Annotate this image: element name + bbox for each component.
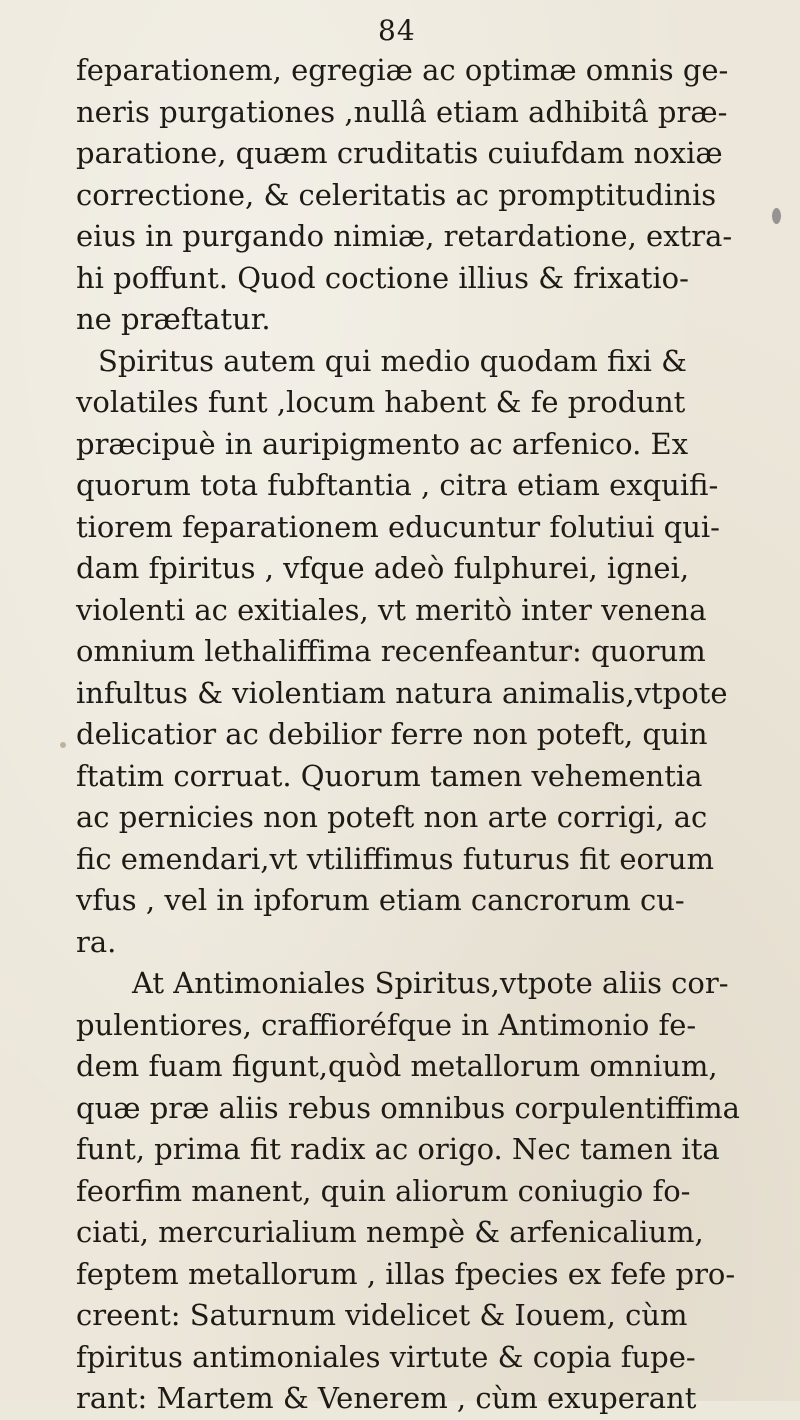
text-line: præcipuè in auripigmento ac arfenico. Ex xyxy=(76,426,689,461)
text-line: vfus , vel in ipforum etiam cancrorum cu- xyxy=(76,883,685,917)
text-line: quæ præ aliis rebus omnibus corpulentiffima xyxy=(76,1090,740,1125)
page-number: 84 xyxy=(378,14,416,47)
text-line: omnium lethaliffima recenfeantur: quorum xyxy=(76,634,706,668)
foxing-stain xyxy=(60,742,66,748)
text-line: At Antimoniales Spiritus,vtpote aliis cor- xyxy=(132,966,729,1000)
text-line: ftatim corruat. Quorum tamen vehementia xyxy=(76,758,703,793)
text-line: violenti ac exitiales, vt meritò inter venena xyxy=(76,592,707,627)
text-line: eius in purgando nimiæ, retardatione, extra- xyxy=(76,219,733,253)
foxing-stain xyxy=(772,208,781,224)
text-line: tiorem feparationem educuntur folutiui qui- xyxy=(76,509,720,544)
text-line: ne præftatur. xyxy=(76,302,271,336)
text-line: ra. xyxy=(76,924,117,959)
text-line: paratione, quæm cruditatis cuiufdam noxiæ xyxy=(76,136,723,170)
text-line: rant: Martem & Venerem , cùm exuperant xyxy=(76,1381,697,1415)
text-line: pulentiores, craffioréfque in Antimonio fe- xyxy=(76,1007,697,1042)
text-line: correctione, & celeritatis ac promptitudinis xyxy=(76,177,717,212)
text-line: feptem metallorum , illas fpecies ex fefe pro- xyxy=(76,1256,736,1291)
text-line: ac pernicies non poteft non arte corrigi, ac xyxy=(76,800,708,834)
text-line: ciati, mercurialium nempè & arfenicalium, xyxy=(76,1215,704,1249)
text-line: dem fuam figunt,quòd metallorum omnium, xyxy=(76,1049,718,1083)
text-line: creent: Saturnum videlicet & Iouem, cùm xyxy=(76,1298,688,1332)
text-line: hi poffunt. Quod coctione illius & frixatio- xyxy=(76,260,689,295)
text-line: delicatior ac debilior ferre non poteft, quin xyxy=(76,717,708,751)
text-line: dam fpiritus , vfque adeò fulphurei, ignei, xyxy=(76,551,690,585)
text-line: quorum tota fubftantia , citra etiam exquifi- xyxy=(76,468,719,502)
text-line: fpiritus antimoniales virtute & copia fupe- xyxy=(76,1339,696,1374)
text-line: feorfim manent, quin aliorum coniugio fo- xyxy=(76,1173,691,1208)
text-line: neris purgationes ,nullâ etiam adhibitâ præ- xyxy=(76,94,728,129)
text-line: feparationem, egregiæ ac optimæ omnis ge- xyxy=(76,53,729,87)
latin-text-body xyxy=(76,50,756,1420)
text-line: infultus & violentiam natura animalis,vtpote xyxy=(76,675,728,710)
text-line: fic emendari,vt vtiliffimus futurus fit eorum xyxy=(76,841,715,876)
text-line: funt, prima fit radix ac origo. Nec tamen ita xyxy=(76,1132,720,1166)
text-line: volatiles funt ,locum habent & fe produnt xyxy=(76,385,686,419)
text-line: Spiritus autem qui medio quodam fixi & xyxy=(98,343,687,378)
